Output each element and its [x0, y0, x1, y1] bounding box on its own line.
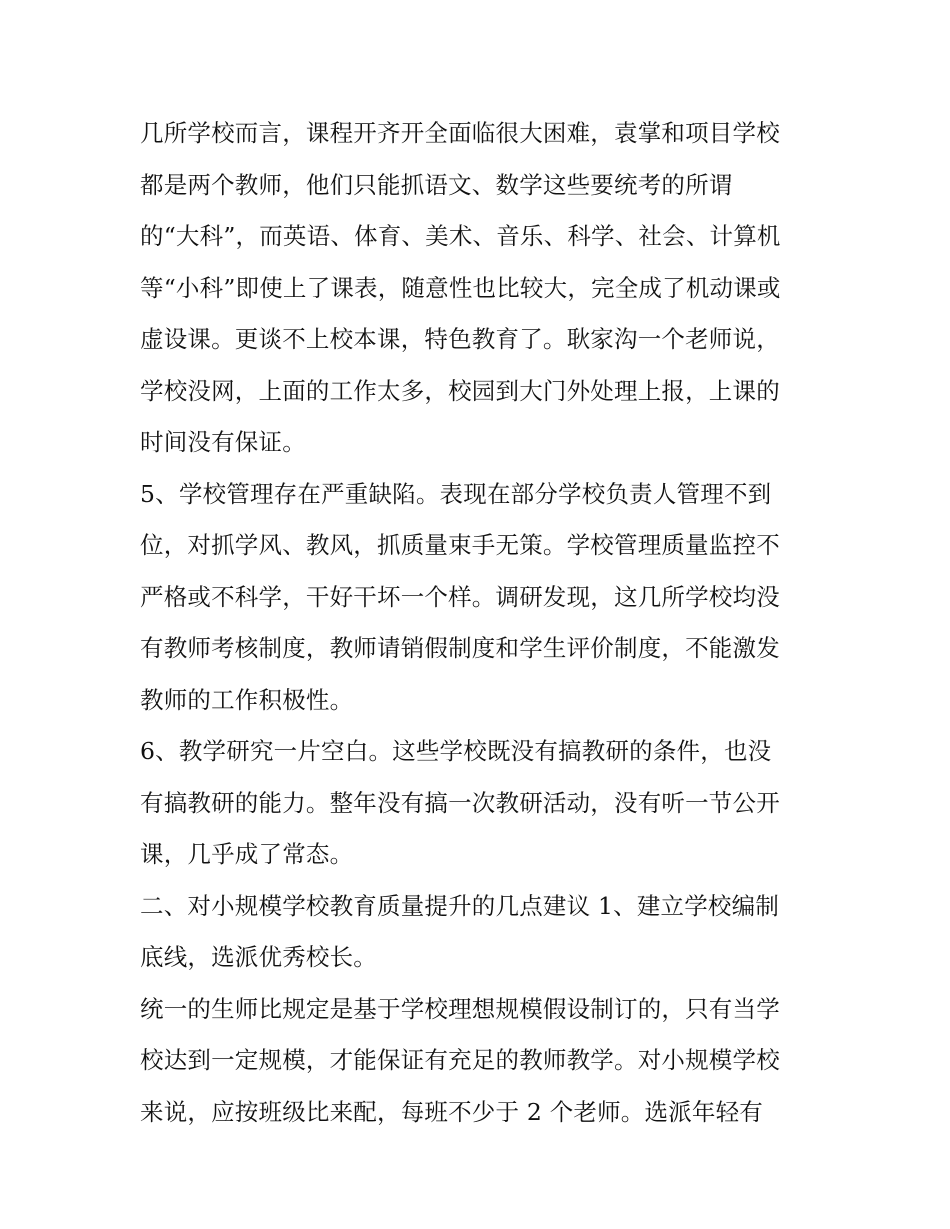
text-line: 校达到一定规模，才能保证有充足的教师教学。对小规模学校 — [140, 1046, 780, 1074]
text-line: 虚设课。更谈不上校本课，特色教育了。耿家沟一个老师说， — [140, 325, 780, 353]
text-line: 来说，应按班级比来配，每班不少于 2 个老师。选派年轻有 — [140, 1097, 763, 1126]
text-line: 时间没有保证。 — [140, 428, 306, 456]
document-body — [140, 108, 820, 1138]
text-line: 6、教学研究一片空白。这些学校既没有搞教研的条件，也没 — [140, 737, 772, 765]
text-line: 严格或不科学，干好干坏一个样。调研发现，这几所学校均没 — [140, 582, 780, 611]
text-line: 位，对抓学风、教风，抓质量束手无策。学校管理质量监控不 — [140, 531, 780, 559]
text-line: 学校没网，上面的工作太多，校园到大门外处理上报，上课的 — [140, 376, 780, 405]
text-line: 二、对小规模学校教育质量提升的几点建议 1、建立学校编制 — [140, 891, 780, 920]
text-line: 等“小科”即使上了课表，随意性也比较大，完全成了机动课或 — [140, 273, 781, 302]
text-line: 底线，选派优秀校长。 — [140, 943, 377, 971]
text-line: 统一的生师比规定是基于学校理想规模假设制订的，只有当学 — [140, 994, 780, 1023]
text-line: 有教师考核制度，教师请销假制度和学生评价制度，不能激发 — [140, 634, 780, 662]
text-line: 的“大科”，而英语、体育、美术、音乐、科学、社会、计算机 — [140, 222, 781, 250]
text-line: 都是两个教师，他们只能抓语文、数学这些要统考的所谓 — [140, 170, 733, 199]
text-line: 几所学校而言，课程开齐开全面临很大困难，袁掌和项目学校 — [140, 119, 780, 147]
text-line: 课，几乎成了常态。 — [140, 840, 354, 868]
text-line: 教师的工作积极性。 — [140, 685, 354, 714]
text-line: 5、学校管理存在严重缺陷。表现在部分学校负责人管理不到 — [140, 479, 772, 508]
text-line: 有搞教研的能力。整年没有搞一次教研活动，没有听一节公开 — [140, 788, 780, 817]
